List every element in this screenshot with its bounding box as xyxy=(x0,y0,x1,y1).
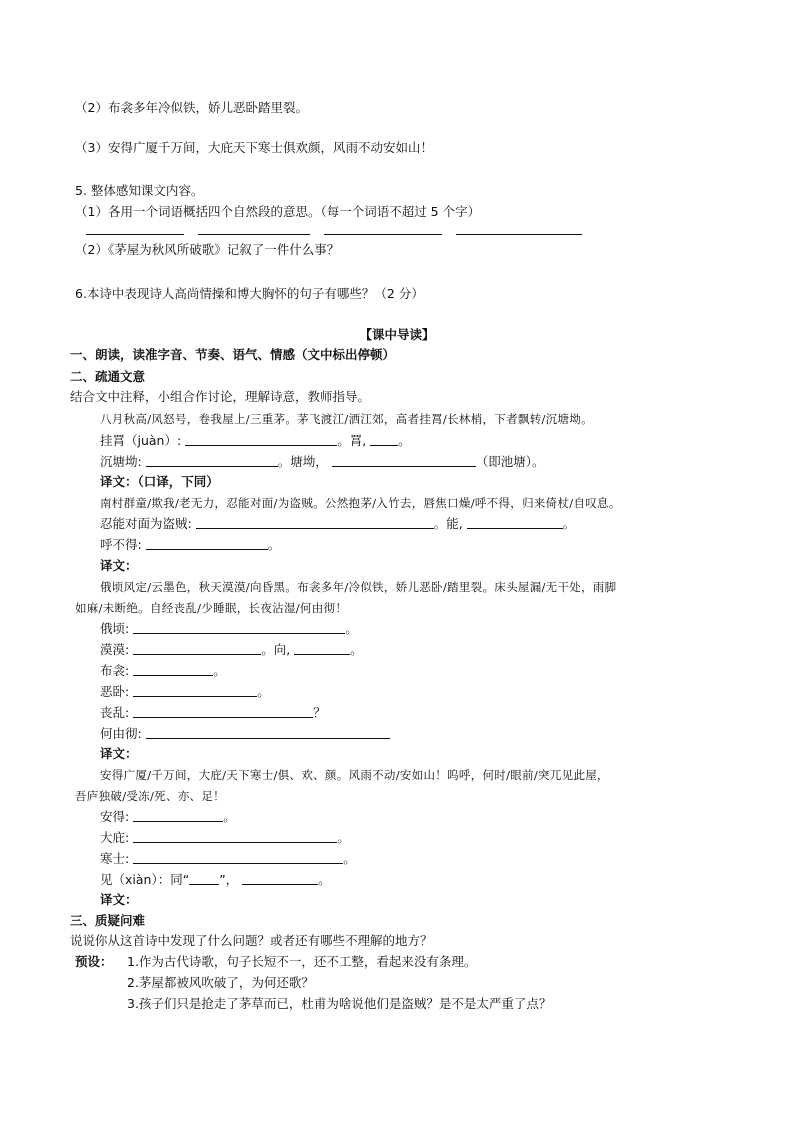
answer-line xyxy=(324,234,442,235)
answer-blank[interactable] xyxy=(467,516,563,529)
vocab-label: 。罥, xyxy=(337,433,367,448)
answer-blank[interactable] xyxy=(332,454,476,467)
vocab-heyouche xyxy=(100,726,390,742)
vocab-note: （即池塘）。 xyxy=(475,454,545,469)
vocab-punct: ？ xyxy=(313,705,326,720)
translation-label: 译文： xyxy=(100,746,138,761)
part1-heading: 一、朗读，读准字音、节奏、语气、情感（文中标出停顿） xyxy=(70,347,396,362)
vocab-renneng xyxy=(100,516,575,532)
poem-stanza-4-line-1: 安得广厦/千万间，大庇/天下寒士/俱、欢、颜。风雨不动/安如山！呜呼，何时/眼前/突兀见此屋， xyxy=(100,768,609,782)
part3-prompt: 说说你从这首诗中发现了什么问题？或者还有哪些不理解的地方？ xyxy=(70,933,433,948)
vocab-label: 沉塘坳: xyxy=(100,454,142,469)
vocab-ande xyxy=(100,809,236,825)
q5-sub2: （2）《茅屋为秋风所破歌》记叙了一件什么事？ xyxy=(75,242,340,257)
vocab-label: 安得: xyxy=(100,809,130,824)
answer-blank[interactable] xyxy=(133,642,261,655)
vocab-label: 寒士: xyxy=(100,851,130,866)
vocab-label: 丧乱: xyxy=(100,705,130,720)
vocab-punct: 。 xyxy=(343,851,356,866)
vocab-dabi xyxy=(100,830,350,846)
answer-line xyxy=(86,234,184,235)
translation-label: 译文：（口译，下同） xyxy=(100,474,219,489)
answer-blank[interactable] xyxy=(146,726,390,739)
vocab-punct: 。 xyxy=(350,642,363,657)
translation-label: 译文： xyxy=(100,558,138,573)
poem-stanza-3-line-1: 俄顷风定/云墨色，秋天漠漠/向昏黑。布衾多年/冷似铁，娇儿恶卧/踏里裂。床头屋漏/无干处，雨脚 xyxy=(100,580,617,594)
vocab-label: 漠漠: xyxy=(100,642,130,657)
q5-title: 5. 整体感知课文内容。 xyxy=(75,183,204,198)
q4-item-3: （3）安得广厦千万间，大庇天下寒士俱欢颜，风雨不动安如山！ xyxy=(75,140,433,155)
vocab-label: 。塘坳， xyxy=(277,454,328,469)
vocab-sangluan xyxy=(100,705,326,721)
answer-blank[interactable] xyxy=(133,621,345,634)
vocab-label: 俄顷: xyxy=(100,621,130,636)
answer-blank[interactable] xyxy=(133,663,213,676)
answer-blank[interactable] xyxy=(133,684,257,697)
vocab-label: 恶卧: xyxy=(100,684,130,699)
poem-stanza-3-line-2: 如麻/未断绝。自经丧乱/少睡眠，长夜沾湿/何由彻！ xyxy=(75,601,348,615)
part3-heading: 三、质疑问难 xyxy=(70,913,146,928)
preset-item-2: 2.茅屋都被风吹破了，为何还歌？ xyxy=(127,975,314,990)
vocab-label: 。向, xyxy=(261,642,291,657)
vocab-label: 布衾: xyxy=(100,663,130,678)
vocab-punct: 。 xyxy=(562,516,576,531)
answer-blank[interactable] xyxy=(196,516,434,529)
section-title: 【课中导读】 xyxy=(359,327,435,342)
answer-blank[interactable] xyxy=(133,851,343,864)
answer-blank[interactable] xyxy=(133,705,313,718)
poem-stanza-1: 八月秋高/风怒号，卷我屋上/三重茅。茅飞渡江/洒江郊，高者挂罥/长林梢，下者飘转/沉塘坳。 xyxy=(100,412,593,426)
vocab-punct: 。 xyxy=(345,621,358,636)
vocab-label: 大庇: xyxy=(100,830,130,845)
answer-blank[interactable] xyxy=(133,809,223,822)
vocab-buqin xyxy=(100,663,226,679)
part2-heading: 二、疏通文意 xyxy=(70,369,146,384)
vocab-hanshi xyxy=(100,851,356,867)
vocab-guajuan xyxy=(100,433,411,449)
q4-item-2: （2）布衾多年冷似铁，娇儿恶卧踏里裂。 xyxy=(75,100,308,115)
vocab-punct: 。 xyxy=(267,537,281,552)
answer-blank[interactable] xyxy=(146,454,278,467)
part2-intro: 结合文中注释，小组合作讨论，理解诗意，教师指导。 xyxy=(70,389,371,404)
answer-blank[interactable] xyxy=(133,830,337,843)
vocab-ewo xyxy=(100,684,270,700)
vocab-xian xyxy=(100,872,331,888)
answer-blank[interactable] xyxy=(185,433,337,446)
answer-line xyxy=(456,234,582,235)
vocab-punct: 。 xyxy=(337,830,350,845)
q5-sub1: （1）各用一个词语概括四个自然段的意思。（每一个词语不超过 5 个字） xyxy=(75,204,481,219)
poem-stanza-2: 南村群童/欺我/老无力，忍能对面/为盗贼。公然抱茅/入竹去，唇焦口燥/呼不得，归来倚杖/自叹息。 xyxy=(100,496,621,510)
vocab-label: 。能, xyxy=(433,516,463,531)
vocab-label: ”， xyxy=(219,872,239,887)
answer-blank[interactable] xyxy=(189,872,219,885)
vocab-label: 忍能对面为盗贼: xyxy=(100,516,192,531)
answer-line xyxy=(198,234,310,235)
answer-blank[interactable] xyxy=(370,433,398,446)
preset-item-1: 1.作为古代诗歌，句子长短不一，还不工整，看起来没有条理。 xyxy=(127,954,477,969)
poem-stanza-4-line-2: 吾庐独破/受冻/死、亦、足！ xyxy=(75,789,225,803)
vocab-label: 见（xiàn）：同“ xyxy=(100,872,190,887)
vocab-punct: 。 xyxy=(223,809,236,824)
vocab-momo xyxy=(100,642,363,658)
vocab-punct: 。 xyxy=(257,684,270,699)
answer-blank[interactable] xyxy=(242,872,318,885)
vocab-punct: 。 xyxy=(318,872,331,887)
vocab-label: 何由彻: xyxy=(100,726,142,741)
vocab-eqing xyxy=(100,621,358,637)
vocab-hubude xyxy=(100,537,280,553)
translation-label: 译文： xyxy=(100,892,138,907)
vocab-label: 呼不得: xyxy=(100,537,142,552)
answer-blank[interactable] xyxy=(146,537,268,550)
vocab-punct: 。 xyxy=(398,433,411,448)
q6: 6.本诗中表现诗人高尚情操和博大胸怀的句子有哪些？（2 分） xyxy=(75,286,424,301)
vocab-label: 挂罥（juàn）: xyxy=(100,433,182,448)
vocab-punct: 。 xyxy=(213,663,226,678)
answer-blank[interactable] xyxy=(294,642,350,655)
preset-item-3: 3.孩子们只是抢走了茅草而已，杜甫为啥说他们是盗贼？是不是太严重了点？ xyxy=(127,996,552,1011)
vocab-chentangao xyxy=(100,454,544,470)
preset-label: 预设： xyxy=(75,954,113,969)
